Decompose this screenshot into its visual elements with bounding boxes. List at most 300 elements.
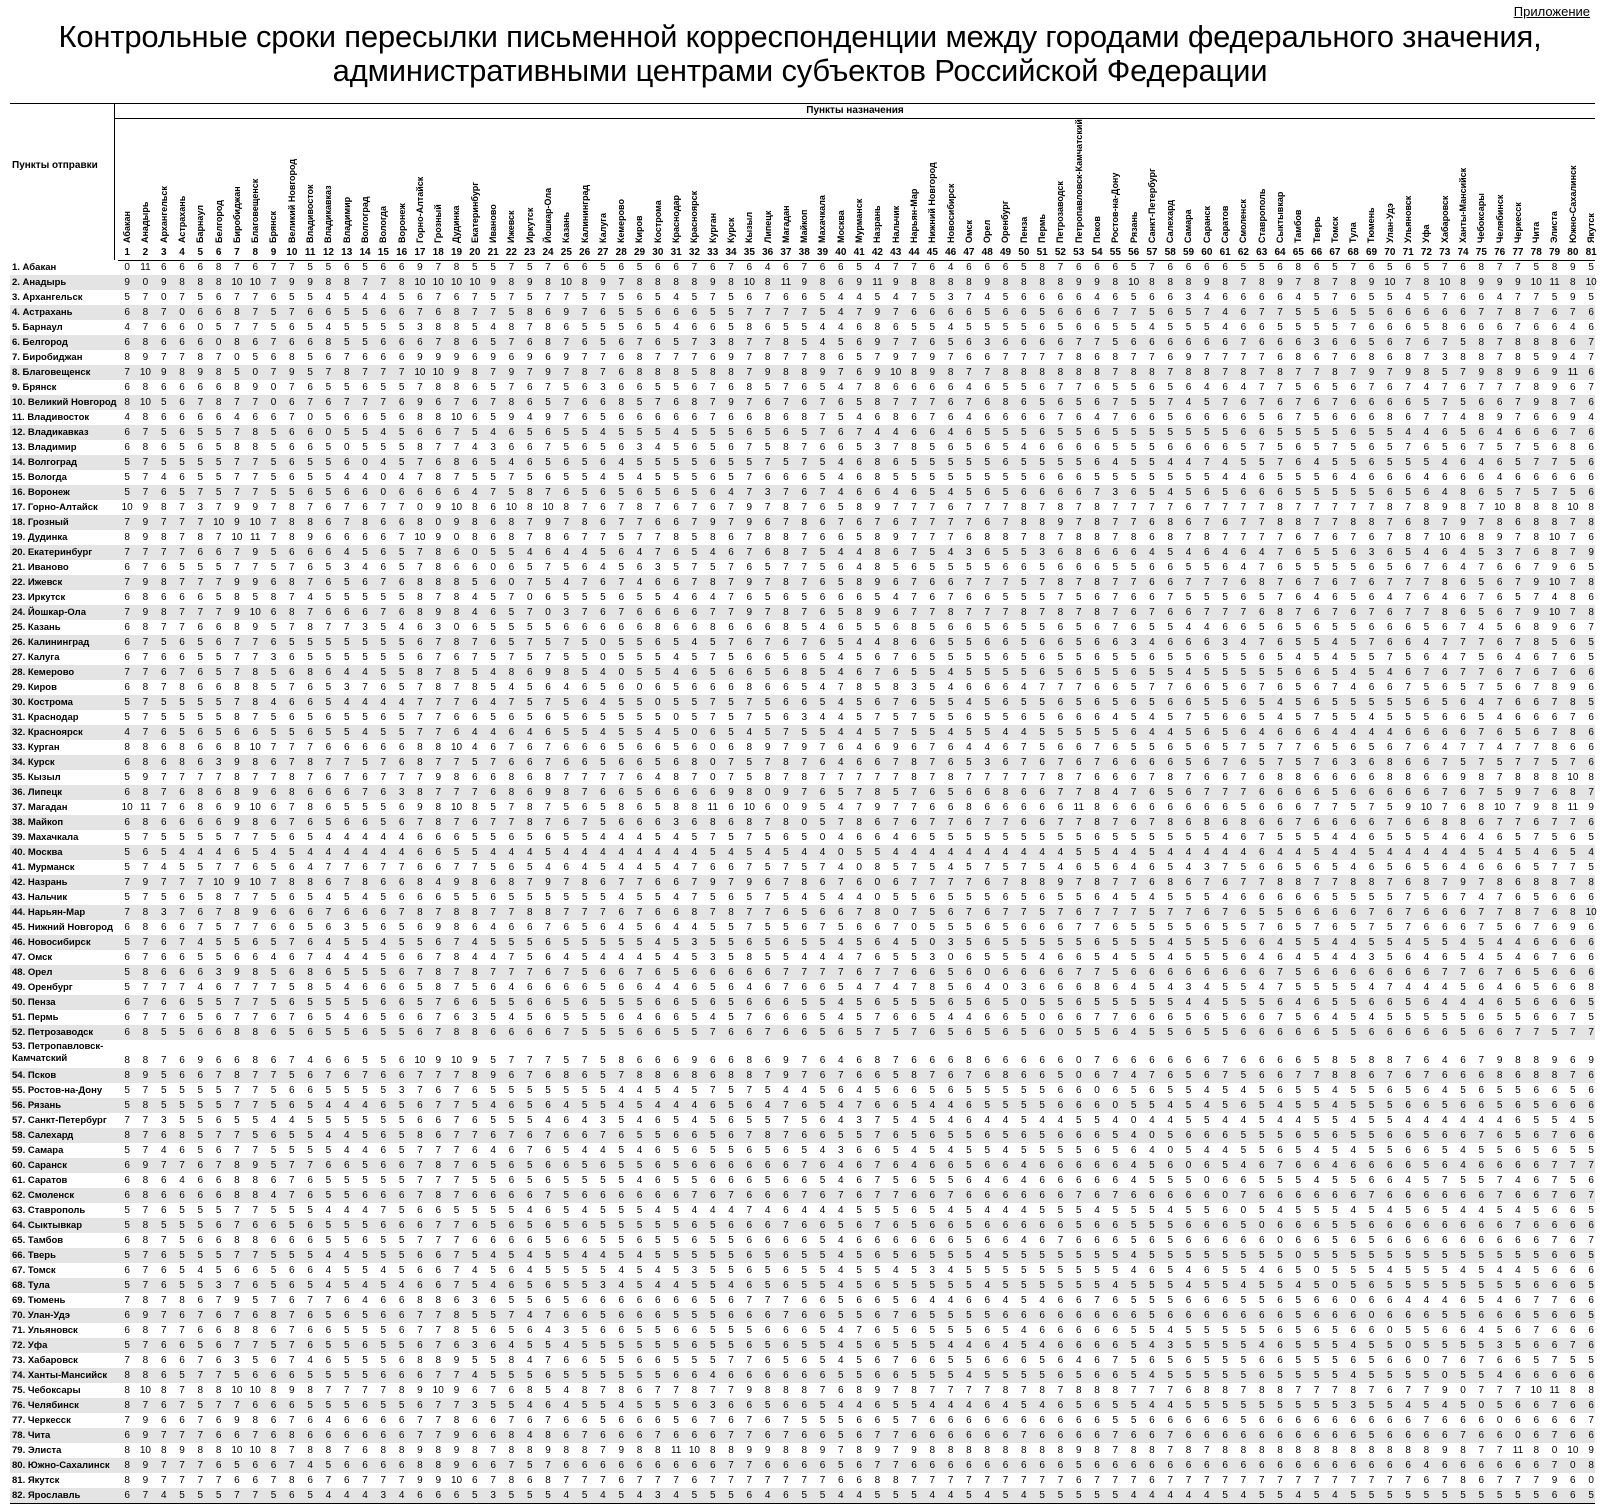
table-cell: 7	[1326, 500, 1344, 515]
table-cell: 7	[1234, 275, 1252, 290]
table-cell: 6	[722, 860, 740, 875]
table-cell: 5	[996, 380, 1014, 395]
table-cell: 5	[1289, 620, 1307, 635]
table-cell: 5	[1381, 440, 1399, 455]
table-cell: 5	[813, 725, 831, 740]
table-cell: 6	[978, 260, 996, 275]
table-cell: 4	[1198, 380, 1216, 395]
table-cell: 6	[1417, 920, 1435, 935]
table-cell: 5	[466, 575, 484, 590]
table-cell: 8	[685, 395, 703, 410]
table-cell: 6	[1582, 440, 1600, 455]
table-cell: 7	[264, 740, 282, 755]
row-origin-name: 25. Казань	[12, 620, 61, 635]
table-cell: 6	[1362, 260, 1380, 275]
table-cell: 7	[429, 1098, 447, 1113]
table-cell: 4	[850, 740, 868, 755]
table-cell: 6	[1454, 710, 1472, 725]
table-cell: 7	[850, 380, 868, 395]
table-cell: 5	[1143, 470, 1161, 485]
table-cell: 7	[759, 1025, 777, 1040]
table-row	[10, 1098, 1595, 1113]
table-cell: 6	[319, 785, 337, 800]
column-header	[228, 119, 246, 245]
table-cell: 6	[850, 1053, 868, 1068]
table-cell: 6	[1381, 1083, 1399, 1098]
table-cell: 6	[740, 635, 758, 650]
table-cell: 7	[685, 260, 703, 275]
table-cell: 7	[1509, 320, 1527, 335]
table-cell: 5	[905, 935, 923, 950]
table-cell: 0	[136, 275, 154, 290]
table-cell: 8	[996, 365, 1014, 380]
table-cell: 4	[338, 545, 356, 560]
origin-header-label: Пункты отправки	[12, 160, 98, 171]
table-cell: 7	[1362, 800, 1380, 815]
table-cell: 5	[630, 1098, 648, 1113]
table-cell: 8	[502, 275, 520, 290]
table-cell: 5	[576, 470, 594, 485]
table-cell: 5	[447, 845, 465, 860]
table-cell: 8	[521, 905, 539, 920]
table-cell: 5	[539, 1083, 557, 1098]
table-cell: 7	[1234, 335, 1252, 350]
table-cell: 6	[1106, 1053, 1124, 1068]
table-cell: 6	[1472, 1025, 1490, 1040]
table-cell: 9	[484, 350, 502, 365]
table-cell: 7	[557, 515, 575, 530]
table-cell: 5	[722, 995, 740, 1010]
table-cell: 6	[1582, 950, 1600, 965]
table-cell: 4	[356, 890, 374, 905]
table-cell: 7	[1326, 680, 1344, 695]
table-cell: 6	[374, 335, 392, 350]
table-cell: 7	[887, 815, 905, 830]
table-cell: 6	[996, 755, 1014, 770]
table-cell: 10	[1545, 605, 1563, 620]
table-cell: 5	[173, 1098, 191, 1113]
table-cell: 5	[777, 650, 795, 665]
table-cell: 5	[685, 1010, 703, 1025]
table-cell: 8	[905, 755, 923, 770]
table-cell: 8	[777, 530, 795, 545]
table-cell: 7	[155, 785, 173, 800]
table-cell: 4	[1454, 935, 1472, 950]
table-cell: 5	[319, 995, 337, 1010]
table-cell: 6	[1253, 965, 1271, 980]
table-cell: 6	[1234, 965, 1252, 980]
table-cell: 5	[649, 800, 667, 815]
column-number: 43	[887, 246, 905, 260]
table-cell: 5	[1308, 470, 1326, 485]
table-cell: 3	[210, 965, 228, 980]
table-cell: 6	[155, 935, 173, 950]
table-cell: 5	[1161, 920, 1179, 935]
table-cell: 5	[1436, 935, 1454, 950]
table-cell: 8	[1161, 815, 1179, 830]
table-cell: 7	[1527, 740, 1545, 755]
table-cell: 5	[905, 665, 923, 680]
table-cell: 5	[667, 695, 685, 710]
table-cell: 7	[905, 785, 923, 800]
table-cell: 6	[1125, 620, 1143, 635]
column-header-label: Ставрополь	[1257, 189, 1267, 243]
table-cell: 6	[374, 260, 392, 275]
table-cell: 5	[685, 650, 703, 665]
table-cell: 6	[1106, 680, 1124, 695]
table-cell: 9	[191, 365, 209, 380]
table-cell: 7	[795, 440, 813, 455]
table-cell: 4	[1234, 560, 1252, 575]
table-cell: 6	[996, 680, 1014, 695]
table-cell: 7	[1308, 1068, 1326, 1083]
table-cell: 5	[630, 710, 648, 725]
table-cell: 5	[557, 830, 575, 845]
table-cell: 5	[1033, 860, 1051, 875]
table-cell: 5	[630, 995, 648, 1010]
table-cell: 4	[1125, 980, 1143, 995]
table-cell: 7	[1417, 530, 1435, 545]
table-cell: 7	[777, 965, 795, 980]
table-cell: 6	[722, 890, 740, 905]
table-cell: 7	[1179, 575, 1197, 590]
table-cell: 6	[173, 815, 191, 830]
table-cell: 8	[1125, 365, 1143, 380]
table-cell: 6	[466, 455, 484, 470]
table-cell: 5	[502, 305, 520, 320]
table-cell: 5	[1253, 995, 1271, 1010]
table-cell: 11	[1564, 365, 1582, 380]
table-cell: 5	[356, 755, 374, 770]
column-number: 24	[539, 246, 557, 260]
table-cell: 8	[118, 1053, 136, 1068]
table-cell: 6	[173, 950, 191, 965]
table-cell: 9	[136, 605, 154, 620]
table-cell: 6	[1106, 635, 1124, 650]
table-cell: 9	[1070, 275, 1088, 290]
table-cell: 6	[502, 860, 520, 875]
table-cell: 6	[1051, 1098, 1069, 1113]
table-cell: 8	[1545, 335, 1563, 350]
table-cell: 4	[1198, 1083, 1216, 1098]
table-cell: 6	[1399, 725, 1417, 740]
table-cell: 4	[667, 290, 685, 305]
table-cell: 7	[1033, 350, 1051, 365]
table-cell: 6	[704, 455, 722, 470]
table-cell: 6	[1051, 305, 1069, 320]
table-cell: 5	[1253, 260, 1271, 275]
table-cell: 7	[923, 770, 941, 785]
table-cell: 5	[393, 680, 411, 695]
table-cell: 6	[1308, 680, 1326, 695]
table-cell: 6	[649, 905, 667, 920]
table-cell: 6	[832, 425, 850, 440]
table-cell: 5	[1125, 320, 1143, 335]
table-cell: 6	[1051, 470, 1069, 485]
table-cell: 6	[1472, 290, 1490, 305]
table-cell: 8	[1161, 770, 1179, 785]
table-cell: 6	[155, 335, 173, 350]
table-row	[10, 1010, 1595, 1025]
table-cell: 6	[1454, 530, 1472, 545]
table-cell: 7	[1527, 920, 1545, 935]
table-cell: 5	[905, 950, 923, 965]
table-cell: 5	[1179, 1098, 1197, 1113]
table-cell: 8	[1015, 275, 1033, 290]
table-cell: 6	[685, 590, 703, 605]
table-cell: 6	[996, 650, 1014, 665]
table-cell: 8	[1088, 605, 1106, 620]
table-cell: 6	[228, 845, 246, 860]
table-cell: 6	[1417, 1053, 1435, 1068]
column-number: 5	[191, 246, 209, 260]
table-cell: 8	[1344, 275, 1362, 290]
table-cell: 6	[704, 320, 722, 335]
table-cell: 7	[1326, 350, 1344, 365]
table-cell: 5	[210, 1083, 228, 1098]
table-cell: 4	[1326, 650, 1344, 665]
table-cell: 7	[722, 770, 740, 785]
table-cell: 5	[1234, 1068, 1252, 1083]
table-cell: 6	[1472, 470, 1490, 485]
table-cell: 6	[1088, 1098, 1106, 1113]
table-cell: 4	[1436, 830, 1454, 845]
table-cell: 4	[1161, 725, 1179, 740]
table-cell: 6	[1125, 335, 1143, 350]
table-cell: 5	[923, 470, 941, 485]
table-cell: 5	[191, 710, 209, 725]
table-cell: 7	[264, 500, 282, 515]
table-cell: 6	[264, 800, 282, 815]
table-cell: 9	[429, 770, 447, 785]
table-cell: 5	[1033, 1098, 1051, 1113]
table-cell: 8	[942, 770, 960, 785]
table-cell: 6	[155, 560, 173, 575]
table-cell: 9	[1362, 365, 1380, 380]
table-cell: 4	[704, 590, 722, 605]
table-cell: 4	[1198, 620, 1216, 635]
table-cell: 4	[1033, 845, 1051, 860]
column-number: 59	[1179, 246, 1197, 260]
table-cell: 7	[283, 935, 301, 950]
table-cell: 7	[1070, 680, 1088, 695]
table-cell: 6	[356, 530, 374, 545]
table-cell: 5	[1289, 425, 1307, 440]
table-cell: 6	[868, 695, 886, 710]
table-cell: 6	[1216, 965, 1234, 980]
table-cell: 8	[813, 350, 831, 365]
table-cell: 6	[1362, 440, 1380, 455]
table-cell: 5	[264, 305, 282, 320]
table-cell: 6	[1289, 530, 1307, 545]
table-cell: 5	[539, 395, 557, 410]
table-cell: 4	[1417, 950, 1435, 965]
table-cell: 8	[1070, 350, 1088, 365]
table-cell: 5	[466, 980, 484, 995]
table-cell: 6	[667, 545, 685, 560]
table-cell: 5	[685, 545, 703, 560]
table-cell: 4	[301, 1053, 319, 1068]
column-header-label: Ижевск	[506, 210, 516, 243]
table-cell: 6	[612, 815, 630, 830]
table-cell: 7	[539, 695, 557, 710]
table-cell: 5	[1198, 950, 1216, 965]
table-cell: 5	[1417, 620, 1435, 635]
table-cell: 7	[612, 1068, 630, 1083]
table-cell: 5	[1289, 470, 1307, 485]
table-cell: 5	[576, 950, 594, 965]
table-cell: 6	[1253, 335, 1271, 350]
table-cell: 8	[557, 665, 575, 680]
table-cell: 6	[594, 515, 612, 530]
table-cell: 7	[1472, 590, 1490, 605]
table-cell: 7	[795, 755, 813, 770]
table-cell: 7	[136, 665, 154, 680]
table-cell: 5	[319, 470, 337, 485]
table-cell: 9	[722, 785, 740, 800]
table-cell: 7	[411, 470, 429, 485]
table-cell: 6	[1527, 650, 1545, 665]
table-cell: 5	[813, 1010, 831, 1025]
table-cell: 5	[795, 725, 813, 740]
table-cell: 6	[942, 1083, 960, 1098]
table-cell: 6	[832, 1083, 850, 1098]
table-cell: 4	[649, 845, 667, 860]
table-cell: 4	[667, 590, 685, 605]
column-header	[411, 119, 429, 245]
table-cell: 5	[521, 950, 539, 965]
table-cell: 5	[1143, 1098, 1161, 1113]
table-cell: 8	[557, 785, 575, 800]
table-cell: 7	[1362, 605, 1380, 620]
table-cell: 7	[1472, 515, 1490, 530]
table-cell: 5	[264, 860, 282, 875]
table-cell: 6	[502, 1025, 520, 1040]
table-cell: 6	[1308, 770, 1326, 785]
table-cell: 5	[1179, 305, 1197, 320]
table-cell: 6	[1362, 590, 1380, 605]
table-cell: 7	[155, 515, 173, 530]
table-cell: 7	[1454, 635, 1472, 650]
table-cell: 6	[1344, 740, 1362, 755]
table-cell: 7	[923, 740, 941, 755]
table-cell: 9	[1198, 275, 1216, 290]
table-cell: 5	[1015, 590, 1033, 605]
table-cell: 6	[996, 620, 1014, 635]
table-cell: 6	[1582, 755, 1600, 770]
table-cell: 8	[1527, 500, 1545, 515]
table-cell: 4	[942, 545, 960, 560]
table-cell: 5	[612, 470, 630, 485]
table-cell: 6	[1161, 605, 1179, 620]
table-cell: 4	[210, 845, 228, 860]
table-cell: 10	[447, 410, 465, 425]
table-cell: 6	[1381, 905, 1399, 920]
table-cell: 9	[704, 515, 722, 530]
table-cell: 7	[1527, 455, 1545, 470]
table-cell: 0	[594, 635, 612, 650]
table-cell: 5	[576, 485, 594, 500]
table-cell: 7	[466, 650, 484, 665]
table-cell: 0	[868, 875, 886, 890]
table-row	[10, 680, 1595, 695]
table-cell: 5	[704, 305, 722, 320]
table-cell: 6	[777, 290, 795, 305]
table-cell: 4	[1417, 635, 1435, 650]
table-cell: 6	[813, 440, 831, 455]
table-cell: 6	[1033, 470, 1051, 485]
table-cell: 6	[484, 1025, 502, 1040]
table-cell: 6	[868, 920, 886, 935]
table-cell: 4	[521, 545, 539, 560]
table-cell: 8	[685, 1068, 703, 1083]
table-cell: 5	[1417, 260, 1435, 275]
table-cell: 5	[1326, 1025, 1344, 1040]
table-cell: 5	[557, 590, 575, 605]
table-cell: 4	[759, 845, 777, 860]
table-cell: 6	[1143, 575, 1161, 590]
table-cell: 6	[1051, 950, 1069, 965]
table-cell: 7	[1289, 605, 1307, 620]
table-cell: 5	[612, 635, 630, 650]
table-cell: 5	[155, 425, 173, 440]
table-cell: 5	[1509, 725, 1527, 740]
table-cell: 8	[1381, 500, 1399, 515]
table-cell: 8	[301, 515, 319, 530]
table-cell: 7	[1509, 530, 1527, 545]
table-cell: 4	[630, 545, 648, 560]
table-cell: 7	[1399, 440, 1417, 455]
row-origin-name: 38. Майкоп	[12, 815, 63, 830]
table-cell: 8	[1088, 515, 1106, 530]
table-cell: 7	[759, 635, 777, 650]
table-cell: 0	[1015, 995, 1033, 1010]
table-cell: 7	[704, 710, 722, 725]
row-origin-name: 42. Назрань	[12, 875, 68, 890]
table-cell: 7	[1509, 1025, 1527, 1040]
table-cell: 5	[484, 290, 502, 305]
table-cell: 9	[1564, 260, 1582, 275]
table-cell: 8	[1326, 1053, 1344, 1068]
table-cell: 6	[539, 425, 557, 440]
table-cell: 6	[832, 350, 850, 365]
table-cell: 4	[685, 1098, 703, 1113]
table-cell: 5	[301, 470, 319, 485]
table-cell: 5	[942, 470, 960, 485]
table-cell: 9	[777, 1053, 795, 1068]
table-cell: 4	[1253, 545, 1271, 560]
table-cell: 6	[942, 1068, 960, 1083]
table-cell: 8	[521, 800, 539, 815]
table-cell: 7	[759, 500, 777, 515]
table-cell: 9	[283, 275, 301, 290]
table-cell: 5	[393, 635, 411, 650]
table-cell: 8	[759, 350, 777, 365]
table-cell: 6	[557, 455, 575, 470]
table-cell: 7	[905, 530, 923, 545]
table-cell: 7	[942, 815, 960, 830]
table-cell: 7	[136, 980, 154, 995]
table-cell: 6	[447, 290, 465, 305]
table-row	[10, 515, 1595, 530]
table-cell: 6	[1344, 965, 1362, 980]
table-cell: 5	[887, 785, 905, 800]
table-cell: 7	[539, 1053, 557, 1068]
table-cell: 5	[1015, 620, 1033, 635]
table-cell: 6	[210, 545, 228, 560]
table-cell: 5	[521, 290, 539, 305]
table-cell: 7	[1545, 815, 1563, 830]
